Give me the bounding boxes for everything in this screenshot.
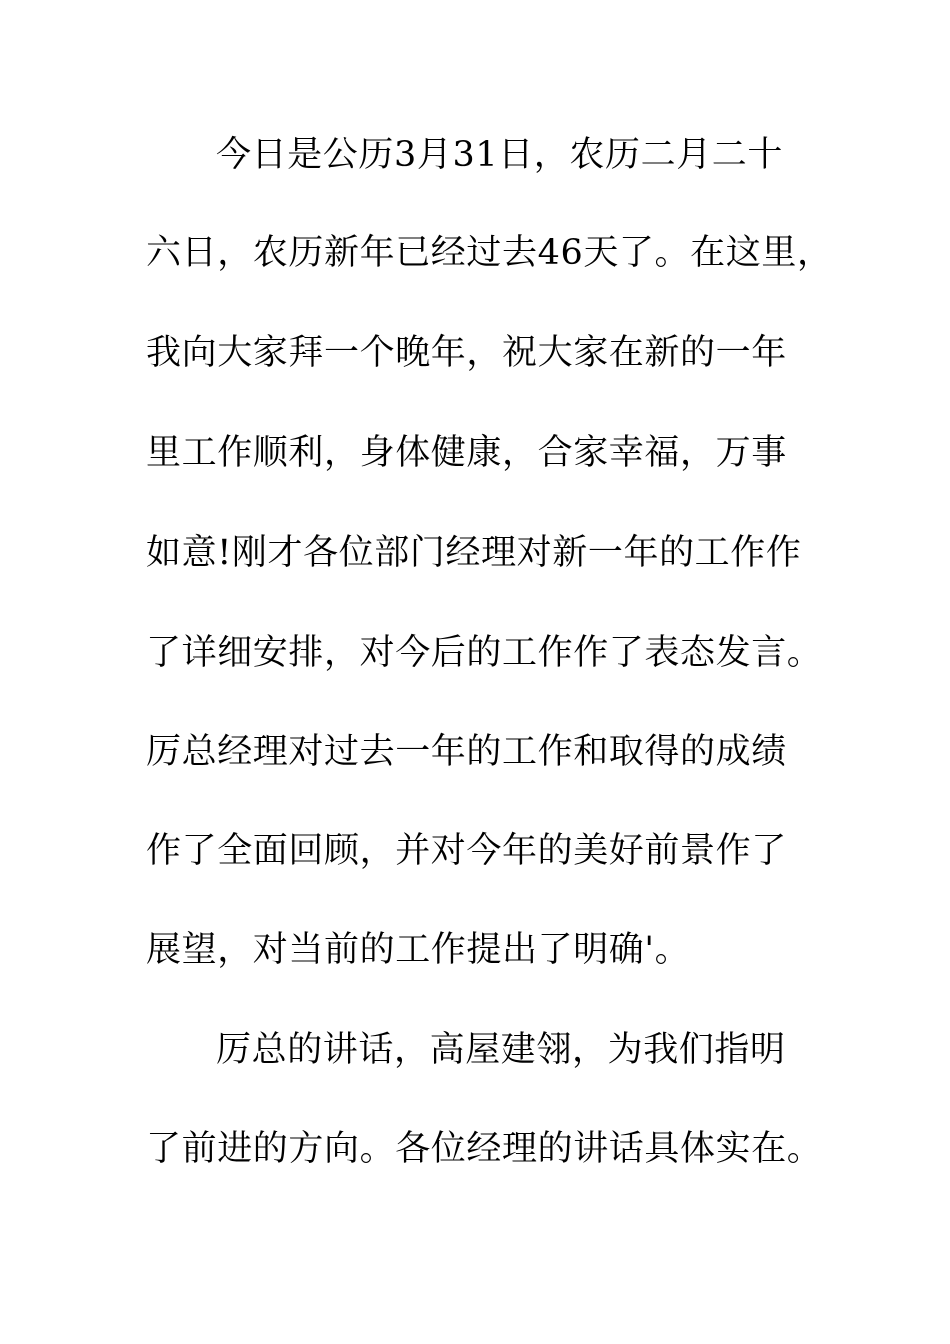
paragraph-1-line-3: 我向大家拜一个晚年，祝大家在新的一年 [146, 333, 787, 373]
paragraph-1-line-5: 如意!刚才各位部门经理对新一年的工作作 [146, 533, 802, 573]
paragraph-1-line-7: 厉总经理对过去一年的工作和取得的成绩 [146, 732, 787, 772]
paragraph-2-line-2: 了前进的方向。各位经理的讲话具体实在。 [146, 1129, 823, 1169]
paragraph-1-line-4: 里工作顺利，身体健康，合家幸福，万事 [146, 433, 787, 473]
paragraph-1-line-9: 展望，对当前的工作提出了明确'。 [146, 930, 691, 970]
paragraph-1-line-6: 了详细安排，对今后的工作作了表态发言。 [146, 633, 823, 673]
paragraph-1-line-8: 作了全面回顾，并对今年的美好前景作了 [146, 831, 787, 871]
paragraph-2-line-1: 厉总的讲话，高屋建翎，为我们指明 [216, 1030, 786, 1070]
paragraph-1-line-1: 今日是公历3月31日，农历二月二十 [216, 135, 784, 175]
paragraph-1-line-2: 六日，农历新年已经过去46天了。在这里， [146, 233, 833, 273]
